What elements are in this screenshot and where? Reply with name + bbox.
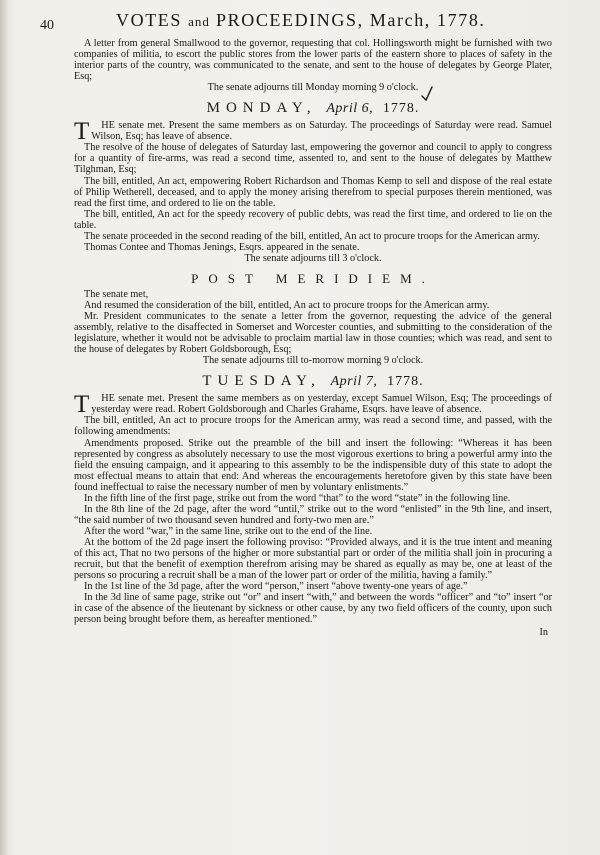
title-month: March, (369, 10, 431, 30)
monday-date: April 6, (326, 101, 374, 117)
monday-section (74, 120, 552, 264)
paragraph: After the word “war,” in the same line, strike out to the end of the line. (84, 525, 373, 537)
drop-cap: T (74, 391, 90, 419)
adjournment-saturday: The senate adjourns till Monday morning 9 o'clock. (207, 82, 419, 94)
running-title (116, 10, 486, 31)
title-and: and (188, 14, 210, 29)
paragraph: In the 1st line of the 3d page, after the word “person,” insert “above twenty-one years of age.” (84, 581, 468, 593)
paragraph: The bill, entitled, An act to procure troops for the American army, was read a second time, and passed, with the following amendments: (74, 415, 552, 438)
paragraph: HE senate met. Present the same members as on yesterday, except Samuel Wilson, Esq; The proceedings of yesterday were read. Robert Goldsborough and Charles Grahame, Esqrs. have leave of absence. (91, 393, 552, 416)
paragraph: HE senate met. Present the same members as on Saturday. The proceedings of Saturday were read. Samuel Wilson, Esq; has leave of absence. (91, 120, 552, 143)
paragraph: In the 3d line of same page, strike out “or” and insert “with,” and between the words “officer” and “to” insert “or in case of the absence of the lieutenant by sickness or other cause, by any two field officers of the county, upon such person being brought before them, as hereafter mentioned.” (74, 592, 552, 626)
monday-day: MONDAY, (206, 100, 317, 117)
running-header (40, 8, 588, 34)
tuesday-year: 1778. (387, 374, 424, 390)
drop-cap: T (74, 118, 90, 146)
paragraph: The bill, entitled, An act, empowering Robert Richardson and Thomas Kemp to sell and dispose of the real estate of Philip Wetherell, deceased, and to apply the money arising therefrom to special purposes therein mentioned, was read the first time, and ordered to lie on the table. (74, 175, 552, 209)
title-proceedings: PROCEEDINGS, (216, 10, 364, 30)
tuesday-heading (74, 373, 552, 390)
page-number: 40 (40, 18, 54, 33)
letter-paragraph: A letter from general Smallwood to the governor, requesting that col. Hollingsworth might be furnished with two companies of militia, to escort the public stores from the lower parts of the eastern shore to places of safety in the interior parts of the country, was communicated to the senate, and sent to the house of delegates by George Plater, Esq; (74, 38, 552, 83)
tuesday-date: April 7, (330, 374, 378, 390)
paragraph: The senate proceeded in the second reading of the bill, entitled, An act to procure troops for the American army. (84, 230, 540, 242)
paragraph: Mr. President communicates to the senate a letter from the governor, requesting the advice of the general assembly, relative to the disaffected in Somerset and Worcester counties, and submitting to the consideration of the legislature, whether it would not be advisable to proclaim martial law in those counties; which was read, and sent to the house of delegates by Robert Goldsborough, Esq; (74, 311, 552, 356)
paragraph: At the bottom of the 2d page insert the following proviso: “Provided always, and it is the true intent and meaning of this act, That no two persons of the higher or more substantial part or order of the militia shall join in procuring a recruit, but that the benefit of exemption therefrom arising may be shared as equally as may be, one at least of the persons so procuring a recruit shall be a man of the lower part or order of the militia, having a family.” (74, 536, 552, 582)
binding-shadow (0, 0, 8, 855)
post-meridiem-heading: POST MERIDIEM. (191, 270, 435, 286)
document-body (74, 38, 552, 638)
paragraph: The senate met, (84, 288, 149, 300)
handwritten-check-mark (420, 86, 434, 102)
adjournment-pm: The senate adjourns till to-morrow morning 9 o'clock. (202, 355, 424, 367)
monday-year: 1778. (382, 101, 420, 117)
tuesday-section (74, 393, 552, 625)
paragraph: Thomas Contee and Thomas Jenings, Esqrs. appeared in the senate. (84, 241, 360, 253)
paragraph: The resolve of the house of delegates of Saturday last, empowering the governor and council to apply to congress for a quantity of fire-arms, was read a second time, assented to, and sent to the house of delegates by Matthew Tilghman, Esq; (74, 142, 552, 176)
title-votes: VOTES (116, 10, 182, 30)
catchword: In (539, 627, 548, 639)
paragraph: In the 8th line of the 2d page, after the word “until,” strike out to the word “enlisted” in the 9th line, and insert, “the said number of two thousand seven hundred and forty-two men are.” (74, 503, 552, 526)
monday-heading (74, 100, 552, 117)
title-year: 1778. (437, 10, 486, 30)
paragraph: And resumed the consideration of the bill, entitled, An act to procure troops for the American army. (84, 299, 490, 311)
paragraph: In the fifth line of the first page, strike out from the word “that” to the word “state” in the following line. (84, 492, 511, 504)
paragraph: The bill, entitled, An act for the speedy recovery of public debts, was read the first time, and ordered to lie on the table. (74, 208, 552, 231)
tuesday-day: TUESDAY, (202, 373, 321, 390)
adjournment-monday: The senate adjourns till 3 o'clock. (244, 252, 382, 264)
paragraph: Amendments proposed. Strike out the preamble of the bill and insert the following: “Whereas it has been represented by congress as absolutely necessary to use the most vigorous exertions to bring a powerful army into the field the ensuing campaign, and it appearing to this assembly to be the indispensible duty of this state to adopt the most effectual means to attain that end: And whereas the encouragements heretofore given by this state have been found ineffectual to raise the necessary number of men by voluntary enlistments.” (74, 437, 552, 493)
